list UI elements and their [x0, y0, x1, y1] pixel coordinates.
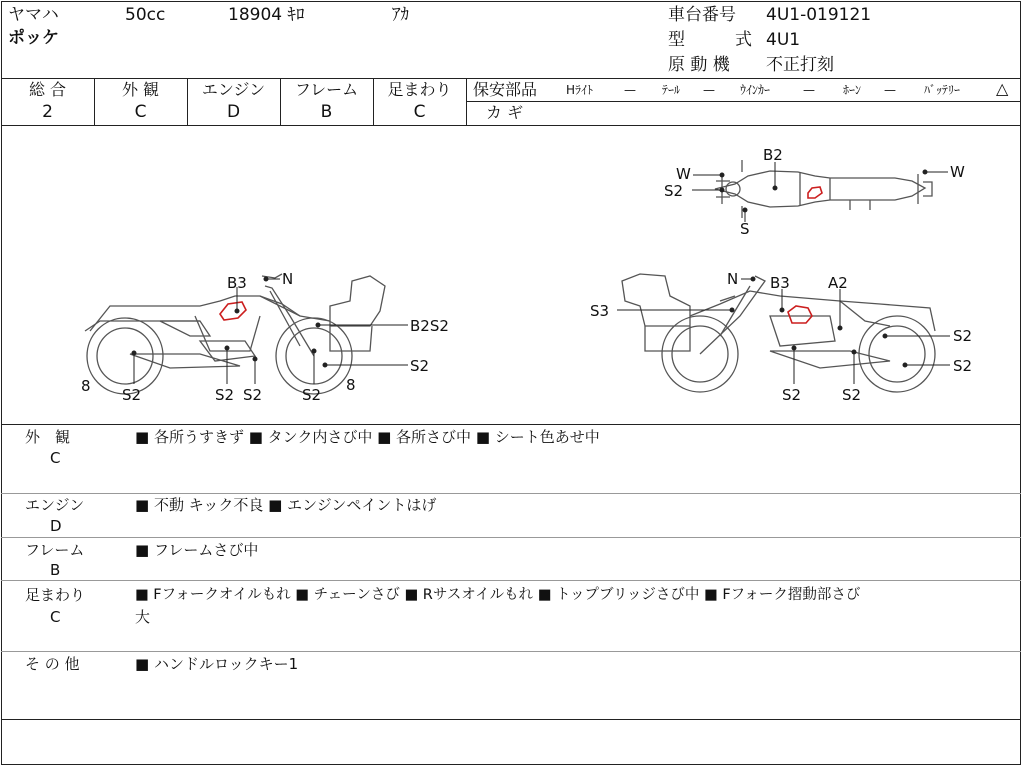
remark-title-frame: フレーム: [25, 541, 85, 559]
damage-mark-top: [808, 187, 822, 198]
overall-label: 総 合: [28, 80, 67, 99]
frame-number: 4U1-019121: [766, 5, 872, 25]
top-label-w-right: W: [950, 163, 965, 181]
overall-grade: 2: [42, 102, 53, 122]
right-label-n: N: [727, 270, 739, 288]
safety-item-winker: ｳｲﾝｶｰ: [740, 83, 771, 97]
engine-label: 原 動 機: [668, 55, 730, 75]
left-label-b2s2: B2S2: [410, 317, 449, 335]
right-label-s2-c: S2: [782, 386, 802, 404]
remark-grade-exterior: C: [50, 449, 61, 467]
type-label-1: 型: [668, 30, 685, 50]
safety-value-battery: △: [996, 79, 1009, 98]
damage-diagram: [0, 126, 1020, 424]
left-label-eight-b: 8: [346, 376, 356, 394]
remark-title-suspension: 足まわり: [25, 586, 86, 604]
remark-text-suspension-2: 大: [135, 608, 151, 626]
engine-grade-label: エンジン: [201, 80, 266, 99]
right-label-s2-b: S2: [953, 357, 973, 375]
left-label-s2-c: S2: [243, 386, 263, 404]
safety-item-battery: ﾊﾞｯﾃﾘｰ: [924, 83, 961, 97]
remark-title-other: そ の 他: [25, 655, 80, 673]
remark-grade-suspension: C: [50, 608, 61, 626]
safety-label: 保安部品: [473, 80, 538, 99]
remark-title-exterior: 外 観: [25, 428, 71, 446]
remark-text-exterior: ■ 各所うすきず ■ タンク内さび中 ■ 各所さび中 ■ シート色あせ中: [135, 428, 600, 446]
damage-mark-left: [220, 302, 246, 320]
left-label-n: N: [282, 270, 294, 288]
suspension-grade: C: [413, 102, 426, 122]
left-label-s2-right: S2: [410, 357, 430, 375]
frame-number-label: 車台番号: [668, 5, 736, 25]
maker: ヤマハ: [8, 5, 59, 25]
top-label-w-left: W: [676, 165, 691, 183]
model-name: ポッケ: [8, 28, 59, 48]
safety-item-tail: ﾃｰﾙ: [662, 83, 681, 97]
safety-item-horn: ﾎｰﾝ: [843, 83, 862, 97]
right-label-s2-a: S2: [953, 327, 973, 345]
left-label-s2-b: S2: [215, 386, 235, 404]
remark-text-suspension: ■ Fフォークオイルもれ ■ チェーンさび ■ Rサスオイルもれ ■ トップブリッジさび中 ■ Fフォーク摺動部さび: [135, 587, 861, 603]
top-label-b2: B2: [763, 146, 783, 164]
left-label-s2-d: S2: [302, 386, 322, 404]
safety-value-winker: —: [803, 83, 815, 97]
left-view-sketch: [85, 274, 385, 394]
right-label-a2: A2: [828, 274, 848, 292]
engine-grade: D: [226, 102, 241, 122]
color: ｱｶ: [392, 5, 409, 25]
remark-title-engine: エンジン: [25, 496, 85, 514]
frame-grade-label: フレーム: [294, 80, 359, 99]
safety-item-headlight: Hﾗｲﾄ: [566, 83, 594, 97]
top-label-s2: S2: [664, 182, 684, 200]
type-label-2: 式: [735, 30, 752, 50]
remark-grade-engine: D: [50, 517, 62, 535]
remark-grade-frame: B: [50, 561, 61, 579]
remark-text-engine: ■ 不動 キック不良 ■ エンジンペイントはげ: [135, 496, 437, 514]
key-label: カ ギ: [486, 103, 524, 122]
remark-text-frame: ■ フレームさび中: [135, 541, 259, 559]
exterior-grade: C: [134, 102, 147, 122]
suspension-label: 足まわり: [387, 80, 452, 99]
safety-value-horn: —: [884, 83, 896, 97]
remark-text-other: ■ ハンドルロックキー1: [135, 655, 299, 673]
safety-value-tail: —: [703, 83, 715, 97]
top-view-sketch: [715, 160, 932, 218]
safety-value-headlight: —: [624, 83, 636, 97]
exterior-label: 外 観: [121, 80, 160, 99]
left-label-eight-a: 8: [81, 377, 91, 395]
left-label-b3: B3: [227, 274, 247, 292]
top-label-s: S: [740, 220, 750, 238]
right-label-s2-d: S2: [842, 386, 862, 404]
left-label-s2-a: S2: [122, 386, 142, 404]
displacement: 50cc: [125, 5, 166, 25]
right-label-s3: S3: [590, 302, 610, 320]
engine-value: 不正打刻: [766, 55, 834, 75]
frame-grade: B: [320, 102, 333, 122]
right-label-b3: B3: [770, 274, 790, 292]
type-value: 4U1: [766, 30, 801, 50]
mileage: 18904 ｷﾛ: [228, 5, 305, 25]
damage-mark-right: [788, 306, 812, 323]
